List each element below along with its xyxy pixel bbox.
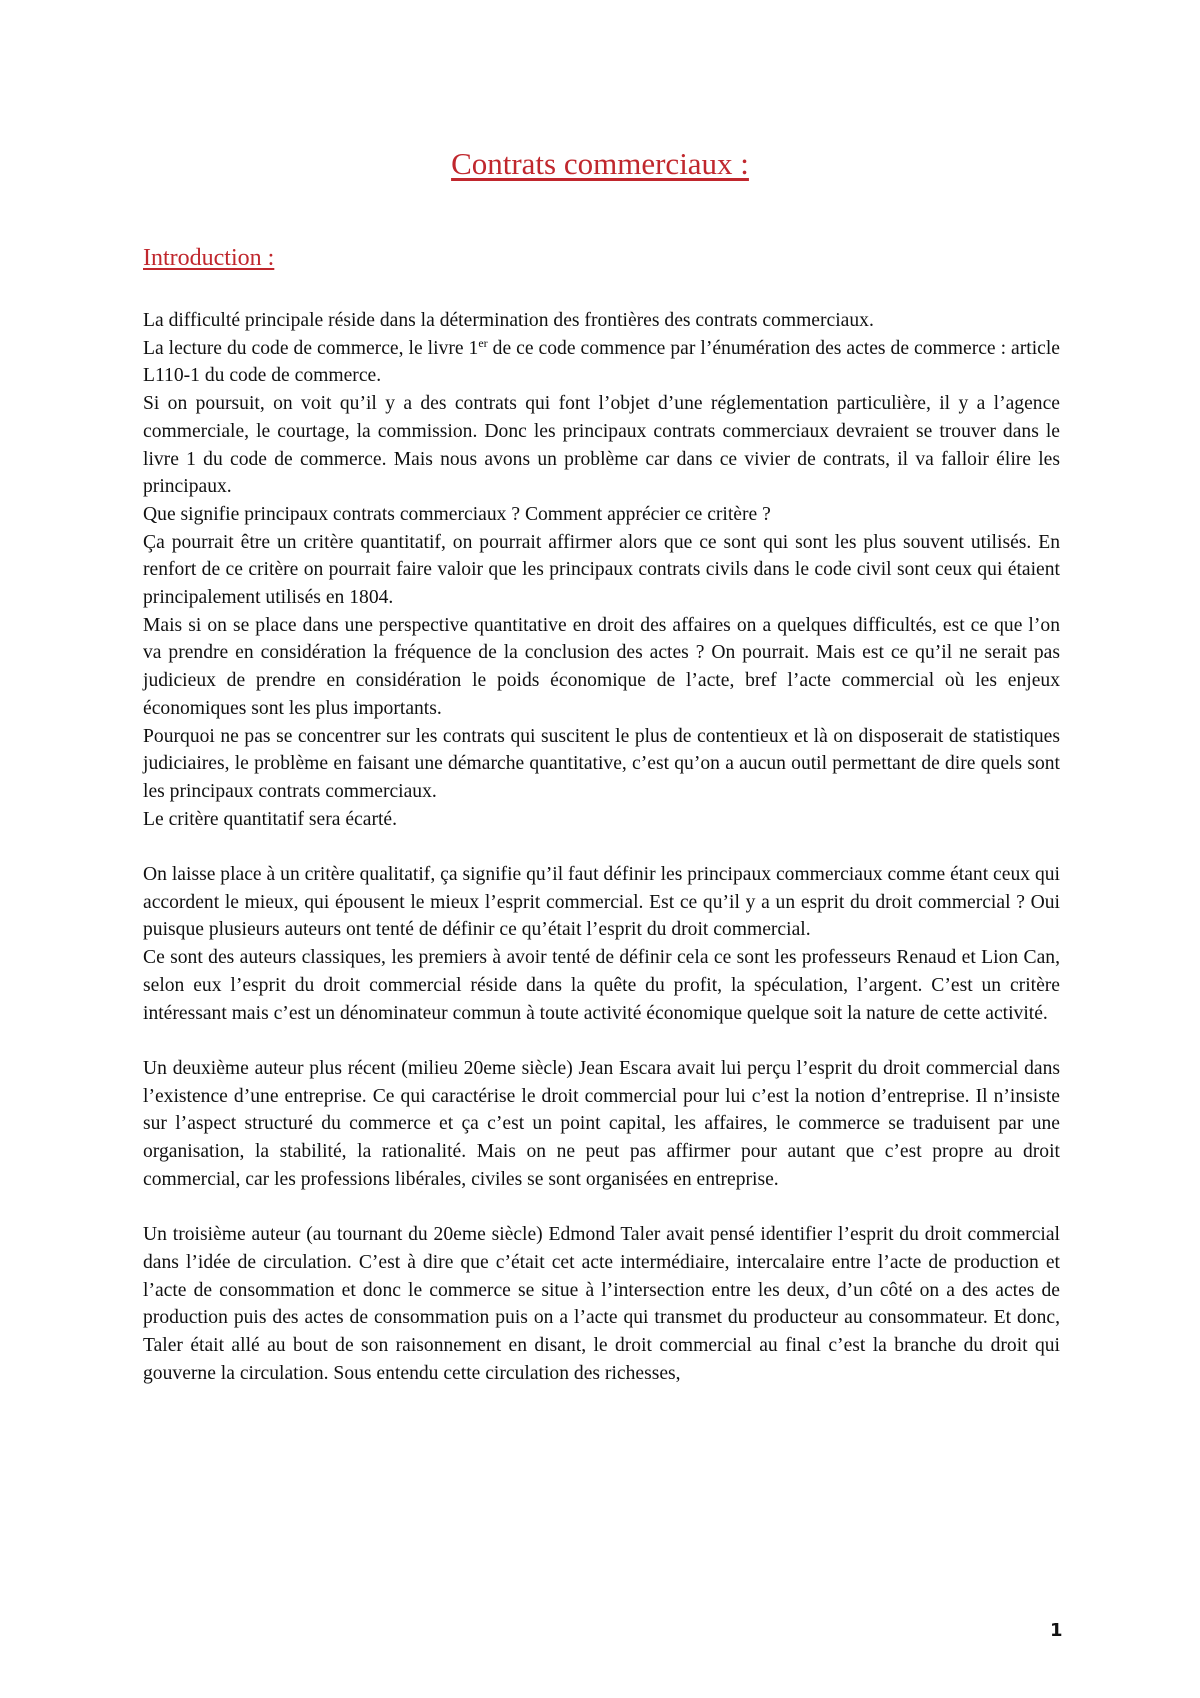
- page-title: Contrats commerciaux :: [451, 146, 749, 181]
- paragraph: La difficulté principale réside dans la détermination des frontières des contrats commerciaux.: [143, 310, 874, 331]
- paragraph: Pourquoi ne pas se concentrer sur les contrats qui suscitent le plus de contentieux et là on disposerait de statistiques judiciaires, le problème en faisant une démarche quantitative, c’est qu’on a aucun outil permettant de dire quels sont les principaux contrats commerciaux.: [143, 725, 1060, 802]
- document-body: [143, 307, 1060, 1387]
- paragraph-with-superscript: [143, 335, 1060, 390]
- paragraph: On laisse place à un critère qualitatif, ça signifie qu’il faut définir les principaux commerciaux comme étant ceux qui accordent le mieux, qui épousent le mieux l’esprit commercial. Est ce qu’il y a un esprit du droit commercial ? Oui puisque plusieurs auteurs ont tenté de définir ce qu’était l’esprit du droit commercial.: [143, 864, 1060, 941]
- paragraph: Mais si on se place dans une perspective quantitative en droit des affaires on a quelques difficultés, est ce que l’on va prendre en considération la fréquence de la conclusion des actes ? On pourrait. Mais est ce qu’il ne serait pas judicieux de prendre en considération le poids économique de l’acte, bref l’acte commercial où les enjeux économiques sont les plus importants.: [143, 614, 1060, 719]
- paragraph: Le critère quantitatif sera écarté.: [143, 808, 398, 830]
- paragraph-text: de ce code commence par l’énumération des actes de commerce : article L110-1 du code de commerce.: [143, 337, 1060, 387]
- paragraph: Si on poursuit, on voit qu’il y a des contrats qui font l’objet d’une réglementation particulière, il y a l’agence commerciale, le courtage, la commission. Donc les principaux contrats commerciaux devraient se trouver dans le livre 1 du code de commerce. Mais nous avons un problème car dans ce vivier de contrats, il va falloir élire les principaux.: [143, 393, 1060, 498]
- superscript: er: [478, 335, 488, 350]
- section-title-introduction: Introduction :: [143, 245, 275, 271]
- paragraph: Ce sont des auteurs classiques, les premiers à avoir tenté de définir cela ce sont les professeurs Renaud et Lion Can, selon eux l’esprit du droit commercial réside dans la quête du profit, la spéculation, l’argent. C’est un critère intéressant mais c’est un dénominateur commun à toute activité économique quelque soit la nature de cette activité.: [143, 947, 1060, 1024]
- page-number: 1: [1050, 1620, 1063, 1641]
- paragraph: Ça pourrait être un critère quantitatif, on pourrait affirmer alors que ce sont qui sont les plus souvent utilisés. En renfort de ce critère on pourrait faire valoir que les principaux contrats civils dans le code civil sont ceux qui étaient principalement utilisés en 1804.: [143, 531, 1060, 609]
- paragraph: Un troisième auteur (au tournant du 20eme siècle) Edmond Taler avait pensé identifier l’esprit du droit commercial dans l’idée de circulation. C’est à dire que c’était cet acte intermédiaire, intercalaire entre l’acte de production et l’acte de consommation et donc le commerce se situe à l’intersection entre les deux, d’un côté on a des actes de production puis des actes de consommation puis on a l’acte qui transmet du producteur au consommateur. Et donc, Taler était allé au bout de son raisonnement en disant, le droit commercial au final c’est la branche du droit qui gouverne la circulation. Sous entendu cette circulation des richesses,: [143, 1224, 1060, 1384]
- paragraph: Que signifie principaux contrats commerciaux ? Comment apprécier ce critère ?: [143, 503, 771, 525]
- paragraph: Un deuxième auteur plus récent (milieu 20eme siècle) Jean Escara avait lui perçu l’esprit du droit commercial dans l’existence d’une entreprise. Ce qui caractérise le droit commercial pour lui c’est la notion d’entreprise. Il n’insiste sur l’aspect structuré du commerce et ça c’est un point capital, les affaires, le commerce se traduisent par une organisation, la stabilité, la rationalité. Mais on ne peut pas affirmer pour autant que c’est propre au droit commercial, car les professions libérales, civiles se sont organisées en entreprise.: [143, 1057, 1060, 1190]
- paragraph-text: La lecture du code de commerce, le livre 1: [143, 337, 479, 359]
